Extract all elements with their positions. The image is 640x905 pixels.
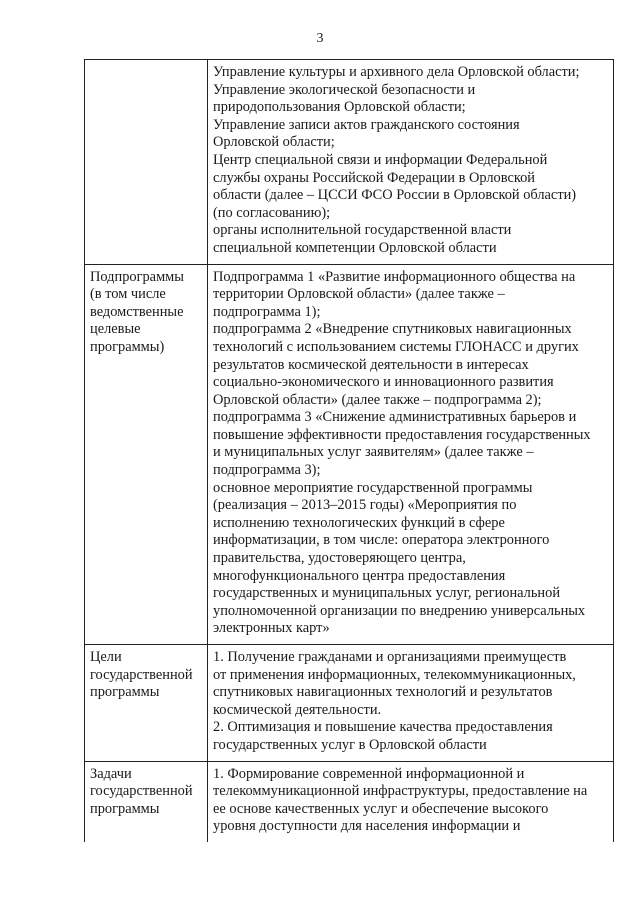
content-line: технологий с использованием системы ГЛОНАСС и других: [213, 338, 579, 355]
content-line: ее основе качественных услуг и обеспечение высокого: [213, 800, 549, 817]
content-line: результатов космической деятельности в интересах: [213, 356, 529, 373]
content-line: от применения информационных, телекоммуникационных,: [213, 666, 576, 683]
content-line: подпрограмма 1);: [213, 303, 321, 320]
table-row-goals: [85, 645, 614, 762]
content-line: уполномоченной организации по внедрению универсальных: [213, 602, 586, 619]
content-line: Управление культуры и архивного дела Орловской области;: [213, 64, 580, 80]
row-label-cell: [85, 761, 208, 842]
row-content-cell: [208, 645, 614, 762]
label-line: целевые: [90, 321, 141, 338]
content-line: Орловской области;: [213, 134, 335, 151]
content-line: правительства, удостоверяющего центра,: [213, 550, 466, 567]
label-line: программы: [90, 684, 160, 701]
row-label-cell: [85, 60, 208, 265]
content-line: информатизации, в том числе: оператора электронного: [213, 532, 550, 549]
content-line: электронных карт»: [213, 620, 330, 637]
content-line: подпрограмма 2 «Внедрение спутниковых навигационных: [213, 321, 572, 338]
label-line: (в том числе: [90, 286, 166, 303]
content-line: 1. Формирование современной информационной и: [213, 765, 525, 782]
row-content-cell: [208, 60, 614, 265]
content-line: повышение эффективности предоставления государственных: [213, 426, 591, 443]
page-number: 3: [316, 31, 324, 46]
content-line: Управление экологической безопасности и: [213, 81, 476, 98]
content-line: подпрограмма 3 «Снижение административных барьеров и: [213, 409, 577, 426]
content-line: 1. Получение гражданами и организациями преимуществ: [213, 649, 567, 665]
content-line: исполнению технологических функций в сфере: [213, 514, 505, 531]
table-row-tasks: [85, 761, 614, 842]
content-line: уровня доступности для населения информации и: [213, 818, 521, 835]
row-content-cell: [208, 761, 614, 842]
label-line: государственной: [90, 666, 193, 683]
table-row-subprograms: [85, 264, 614, 644]
content-line: Центр специальной связи и информации Федеральной: [213, 151, 548, 168]
label-line: программы: [90, 800, 160, 817]
row-content-cell: [208, 264, 614, 644]
content-line: специальной компетенции Орловской области: [213, 239, 497, 256]
content-line: Орловской области» (далее также – подпрограмма 2);: [213, 391, 542, 408]
content-line: государственных услуг в Орловской области: [213, 736, 487, 753]
content-line: основное мероприятие государственной программы: [213, 479, 533, 496]
content-line: многофункционального центра предоставления: [213, 567, 506, 584]
label-line: Подпрограммы: [90, 268, 184, 285]
content-line: 2. Оптимизация и повышение качества предоставления: [213, 719, 553, 736]
table-row-executors: [85, 60, 614, 265]
content-line: подпрограмма 3);: [213, 462, 321, 479]
content-line: органы исполнительной государственной власти: [213, 222, 512, 239]
content-line: и муниципальных услуг заявителям» (далее также –: [213, 444, 534, 461]
content-line: Подпрограмма 1 «Развитие информационного общества на: [213, 268, 576, 285]
content-line: (по согласованию);: [213, 204, 331, 221]
label-line: программы): [90, 338, 165, 355]
content-line: социально-экономического и инновационного развития: [213, 374, 554, 391]
label-line: государственной: [90, 783, 193, 800]
label-line: Цели: [90, 649, 122, 665]
label-line: Задачи: [90, 765, 132, 782]
content-line: спутниковых навигационных технологий и результатов: [213, 684, 553, 701]
content-line: телекоммуникационной инфраструктуры, предоставление на: [213, 783, 588, 800]
row-label-cell: [85, 645, 208, 762]
content-line: природопользования Орловской области;: [213, 99, 466, 116]
content-line: территории Орловской области» (далее также –: [213, 286, 505, 303]
content-line: (реализация – 2013–2015 годы) «Мероприятия по: [213, 497, 517, 514]
content-line: Управление записи актов гражданского состояния: [213, 116, 520, 133]
content-line: космической деятельности.: [213, 701, 382, 718]
content-line: службы охраны Российской Федерации в Орловской: [213, 169, 535, 186]
label-line: ведомственные: [90, 303, 184, 320]
program-passport-table: [84, 59, 614, 842]
content-line: государственных и муниципальных услуг, региональной: [213, 585, 561, 602]
content-line: области (далее – ЦССИ ФСО России в Орловской области): [213, 187, 577, 204]
row-label-cell: [85, 264, 208, 644]
